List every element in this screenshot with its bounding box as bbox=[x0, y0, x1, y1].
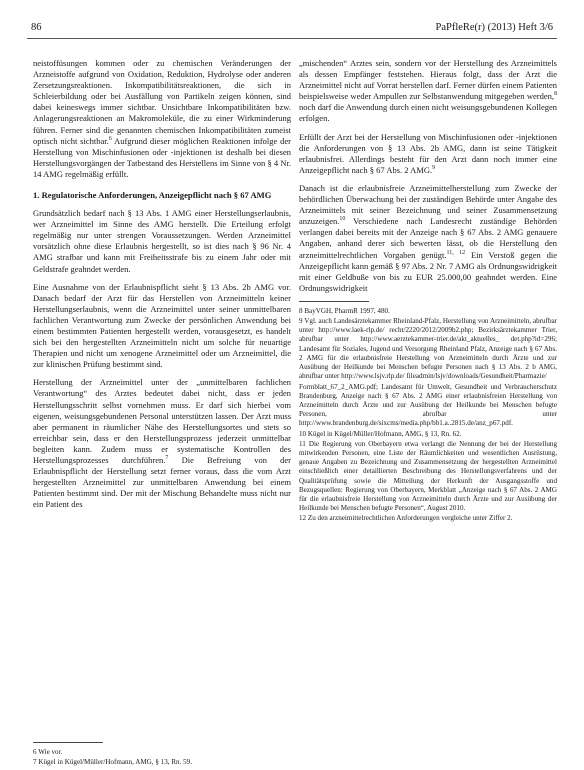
footnote-9: 9 Vgl. auch Landesärztekammer Rheinland-Pfalz, Herstellung von Arzneimitteln, abrufbar unter http://www.laek-rlp.de/ recht/2220/2012/2009b2.php; Bezirksärztekammer Trier, abrufbar unter http://www.aerztekammer-trier.de/akt_aktuelles_ det.php?id=296; Landesamt für Soziales, Jugend und Versorgung Rheinland Pfalz, Anzeige nach § 67 Abs. 2 AMG für die erlaubnisfreie Herstellung von Arzneimitteln durch Ärzte und zur Ausübung der Heilkunde bei Menschen befugte Personen nach § 13 Abs. 2 b AMG, abrufbar unter http://www.lsjv.rlp.de/ fileadmin/lsjv/downloads/Gesundheit/Pharmazie/ bbox=[299, 317, 557, 381]
footnote-divider bbox=[299, 301, 369, 302]
footnote-ref[interactable]: 8 bbox=[554, 91, 557, 98]
footnote-ref[interactable]: 9 bbox=[432, 165, 436, 172]
paragraph: Danach ist die erlaubnisfreie Arzneimittelherstellung zum Zwecke der behördlichen Überwachung bei der zuständigen Behörde unter Angabe des Arzneimittels mit seiner Bezeichnung und seiner Zusammensetzung anzuzeigen.$^{10}$ Verschiedene nach Landesrecht zuständige Behörden verlangen dabei bereits mit der Anzeige nach § 67 Abs. 2 AMG genauere Angaben, anhand derer sich bewerten lässt, ob die Herstellung den arzneimittelrechtlichen Vorgaben genügt.$^{11, 12}$ Ein Verstoß gegen die Anzeigepflicht kann gemäß § 97 Abs. 2 Nr. 7 AMG als Ordnungswidrigkeit mit einer Geldbuße von bis zu EUR 25.000,00 geahndet werden. Eine Ordnungswidrigkeit bbox=[299, 182, 557, 293]
footnote-ref[interactable]: 11, 12 bbox=[446, 249, 466, 256]
footnote-divider bbox=[33, 742, 103, 743]
paragraph: Eine Ausnahme von der Erlaubnispflicht sieht § 13 Abs. 2b AMG vor. Danach bedarf der Arzt für das Herstellen von Arzneimitteln keiner Herstellungserlaubnis, wenn die Arzneimittel unter seiner unmittelbaren fachlichen Verantwortung zum Zwecke der persönlichen Anwendung bei einem bestimmten Patienten hergestellt werden, vorausgesetzt, es handelt sich bei den hergestellten Arzneimitteln nicht um solche für neuartige Therapien und nicht um xenogene Arzneimittel oder um Arzneimittel, die zur klinischen Prüfung bestimmt sind. bbox=[33, 281, 291, 370]
paragraph: neistoffüsungen kommen oder zu chemischen Veränderungen der Arzneistoffe aufgrund von Oxidation, Reduktion, Hydrolyse oder anderen Zersetzungsreaktionen. Inkompatibilitätsreaktionen, die sich in Schleierbildung oder bei Ausfällung von Partikeln zeigen können, sind dabei keineswegs immer sichtbar. Unsichtbare Inkompatibilitäten bzw. Anlagerungsreaktionen an Makromoleküle, die zu einer Wirkminderung führen. Ferner sind die genannten chemischen Inkompatibilitäten zumeist optisch nicht sichtbar.$^6$ Aufgrund dieser möglichen Reaktionen infolge der Herstellung von Mischinfusionen oder -injektionen ist deshalb bei diesen Herstellungsvorgängen der Tatbestand des Herstellens im Sinne von § 4 Nr. 14 AMG regelmäßig erfüllt. bbox=[33, 58, 291, 179]
paragraph: Erfüllt der Arzt bei der Herstellung von Mischinfusionen oder -injektionen die Anforderungen von § 13 Abs. 2b AMG, dann ist seine Tätigkeit erlaubnisfrei. Allerdings besteht für den Arzt dann noch immer eine Anzeigepflicht nach § 67 Abs. 2 AMG.$^9$ bbox=[299, 131, 557, 175]
footnote-ref[interactable]: 7 bbox=[165, 455, 169, 462]
footnote-9-continued: Formblatt_67_2_AMG.pdf; Landesamt für Umwelt, Gesundheit und Verbraucherschutz Brandenburg, Anzeige nach § 67 Abs. 2 AMG einer erlaubnisfreien Herstellung von Arzneimitteln durch Ärzte und zur Ausübung der Heilkunde bei Menschen befugte Personen, abrufbar unter http://www.brandenburg.de/sixcms/media.php/bb1.a..2815.de/anz_p67.pdf. bbox=[299, 382, 557, 428]
footnote-10: 10 Kügel in Kügel/Müller/Hofmann, AMG, § 13, Rn. 62. bbox=[299, 429, 462, 438]
footnote-8: 8 BayVGH, PharmR 1997, 480. bbox=[299, 306, 390, 315]
left-column bbox=[33, 58, 291, 517]
page-header bbox=[27, 22, 557, 39]
footnote-ref[interactable]: 10 bbox=[339, 216, 346, 223]
paragraph: „mischenden“ Arztes sein, sondern vor der Herstellung des Arzneimittels als dessen Empfänger feststehen. Hieraus folgt, dass der Arzt die Arzneimittel nicht auf Vorrat herstellen darf. Ferner dürfen einem Patienten beispielsweise weder Ampullen zur Selbstanwendung mitgegeben werden,$^8$ noch darf die Anwendung durch einen nicht weisungsgebundenen Kollegen erfolgen. bbox=[299, 58, 557, 124]
section-heading: 1. Regulatorische Anforderungen, Anzeigepflicht nach § 67 AMG bbox=[33, 190, 272, 201]
footnote-ref[interactable]: 6 bbox=[108, 135, 112, 142]
page-number: 86 bbox=[31, 22, 42, 33]
paragraph: Grundsätzlich bedarf nach § 13 Abs. 1 AMG einer Herstellungserlaubnis, wer Arzneimittel im Sinne des AMG herstellt. Die Erteilung erfolgt regelmäßig nur unter strengen Voraussetzungen. Werden Arzneimittel vorsätzlich ohne diese Erlaubnis hergestellt, so ist dies nach § 96 Nr. 4 AMG strafbar und kann mit Freiheitsstrafe bis zu einem Jahr oder mit Geldstrafe geahndet werden. bbox=[33, 208, 291, 274]
left-footnotes bbox=[33, 736, 291, 768]
footnote-7: 7 Kügel in Kügel/Müller/Hofmann, AMG, § 13, Rn. 59. bbox=[33, 758, 193, 767]
footnote-6: 6 Wie vor. bbox=[33, 748, 63, 756]
paragraph: Herstellung der Arzneimittel unter der „unmittelbaren fachlichen Verantwortung“ des Arztes bedeutet dabei nicht, dass er jeden Herstellungsschritt selbst vornehmen muss. Er darf sich hierbei vom eigenen, weisungsgebundenen Personal unterstützen lassen. Der Arzt muss aber permanent in räumlicher Nähe des Herstellungsortes und stets so erreichbar sein, dass er den Herstellungsprozess jederzeit unmittelbar begleiten kann. Zudem muss er systematische Kontrollen des Herstellungsprozesses durchführen.$^7$ Die Befreiung von der Erlaubnispflicht der Herstellung setzt ferner voraus, dass die vom Arzt hergestellten Arzneimittel zur unmittelbaren Anwendung bei einem Patienten bestimmt sind. Der mit der Mischung Behandelte muss nicht nur ein Patient des bbox=[33, 377, 291, 510]
footnote-12: 12 Zu den arzneimittelrechtlichen Anforderungen vergleiche unter Ziffer 2. bbox=[299, 514, 513, 523]
footnote-11: 11 Die Regierung von Oberbayern etwa verlangt die Nennung der bei der Herstellung mitwirkenden Personen, eine Liste der Räumlichkeiten und wesentlichen Ausrüstung, genaue Angaben zu Bezeichnung und Zusammensetzung der hergestellten Arzneimittel einschließlich einer detaillierten Beschreibung des Herstellungsverfahrens und der Qualitätsprüfung sowie die Mitteilung der Herkunft der Ausgangsstoffe und Bezugsquellen: Regierung von Oberbayern, Merkblatt „Anzeige nach § 67 Abs. 2 AMG für die erlaubnisfreie Herstellung von Arzneimitteln durch Ärzte und zur Ausübung der Heilkunde bei Menschen befugte Personen“, August 2010. bbox=[299, 439, 557, 513]
journal-citation: PaPfleRe(r) (2013) Heft 3/6 bbox=[435, 22, 553, 33]
right-column bbox=[299, 58, 557, 525]
